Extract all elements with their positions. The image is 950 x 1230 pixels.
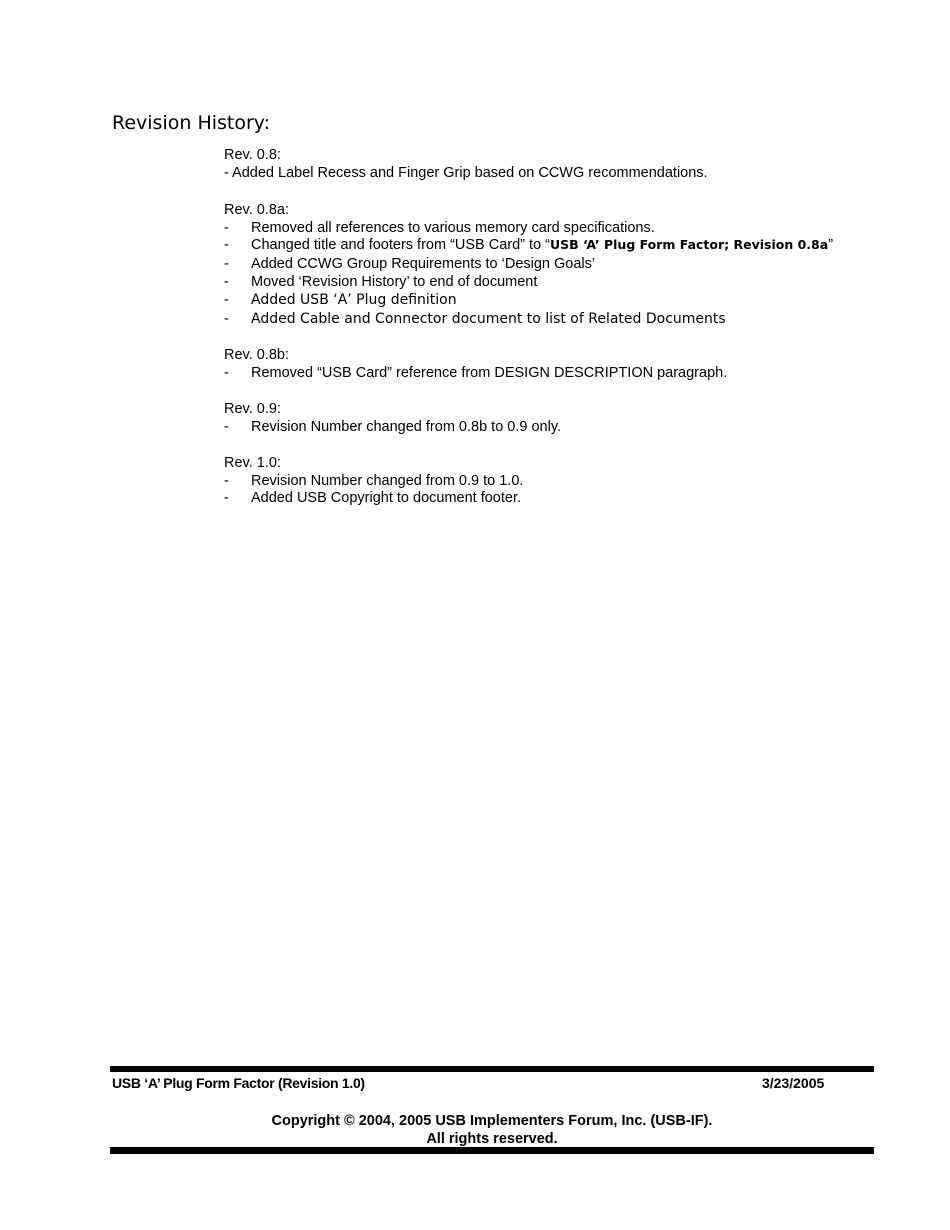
rev-0-8-item: - Added Label Recess and Finger Grip based on CCWG recommendations. bbox=[224, 165, 708, 181]
rev-1-0-item-1: - Revision Number changed from 0.9 to 1.0. bbox=[224, 473, 524, 489]
rev-0-8a-heading: Rev. 0.8a: bbox=[224, 202, 290, 218]
rev-0-9-item-1: - Revision Number changed from 0.8b to 0.9 only. bbox=[224, 419, 562, 435]
footer-copyright bbox=[110, 1112, 874, 1148]
rev-0-8-heading: Rev. 0.8: bbox=[224, 147, 281, 163]
page-title: Revision History: bbox=[112, 112, 271, 134]
footer-date: 3/23/2005 bbox=[762, 1075, 825, 1091]
rev-1-0-item-2: - Added USB Copyright to document footer. bbox=[224, 490, 522, 506]
footer-bottom-rule bbox=[110, 1147, 874, 1154]
rev-0-8a-item-2: - Changed title and footers from “USB Card” to “USB ‘A’ Plug Form Factor; Revision 0.8a” bbox=[224, 237, 834, 253]
copyright-line-2: All rights reserved. bbox=[426, 1131, 558, 1147]
rev-0-8a-item-4: - Moved ‘Revision History’ to end of document bbox=[224, 274, 538, 290]
footer-document-title: USB ‘A’ Plug Form Factor (Revision 1.0) bbox=[112, 1075, 365, 1091]
copyright-line-1: Copyright © 2004, 2005 USB Implementers Forum, Inc. (USB-IF). bbox=[271, 1113, 713, 1129]
rev-1-0-heading: Rev. 1.0: bbox=[224, 455, 281, 471]
rev-0-8a-item-5: - Added USB ‘A’ Plug definition bbox=[224, 292, 457, 308]
rev-0-8a-item-3: - Added CCWG Group Requirements to ‘Design Goals’ bbox=[224, 256, 596, 272]
rev-0-8a-item-1: - Removed all references to various memory card specifications. bbox=[224, 220, 655, 236]
rev-0-8a-item-6: - Added Cable and Connector document to list of Related Documents bbox=[224, 311, 726, 327]
rev-0-8b-heading: Rev. 0.8b: bbox=[224, 347, 290, 363]
footer-top-rule bbox=[110, 1066, 874, 1072]
rev-0-8b-item-1: - Removed “USB Card” reference from DESIGN DESCRIPTION paragraph. bbox=[224, 365, 728, 381]
rev-0-9-heading: Rev. 0.9: bbox=[224, 401, 281, 417]
